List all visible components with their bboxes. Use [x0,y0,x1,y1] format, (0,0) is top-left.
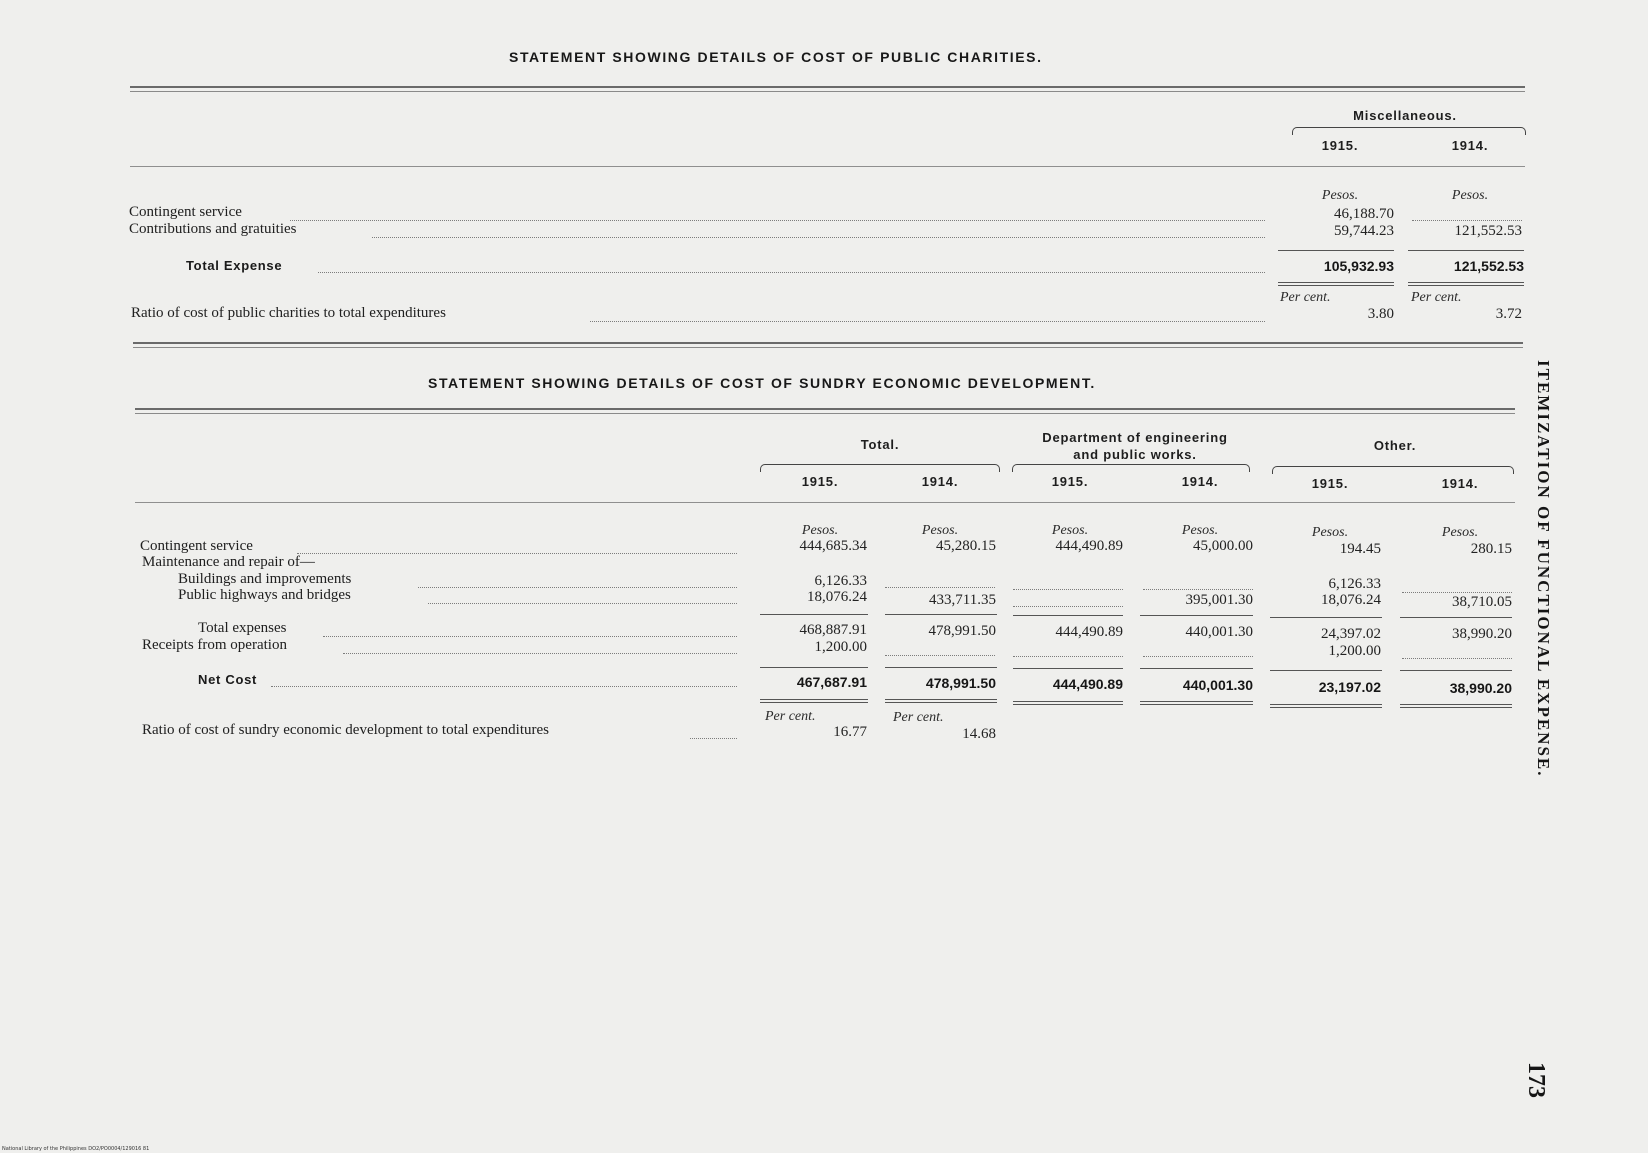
sundry-cell: 444,490.89 [1055,624,1123,640]
sundry-year-header: 1914. [1441,476,1479,491]
charities-ratio-unit-1914: Per cent. [1411,290,1462,305]
sundry-net-cost-label: Net Cost [198,672,258,687]
leader-dots [1013,589,1123,590]
charities-total-cell: 105,932.93 [1323,258,1394,274]
sum-rule [1140,668,1253,669]
sundry-row-label: Total expenses [198,620,287,636]
sundry-year-header: 1914. [921,474,959,489]
leader-dots [418,587,737,588]
charities-unit-1915: Pesos. [1321,188,1359,203]
sum-rule [1400,617,1512,618]
sundry-title: STATEMENT SHOWING DETAILS OF COST OF SUNDRY ECONOMIC DEVELOPMENT. [428,375,1096,391]
sundry-cell: 1,200.00 [814,639,867,655]
leader-dots [690,738,737,739]
sundry-top-rule [135,408,1515,414]
charities-unit-1914: Pesos. [1451,188,1489,203]
sundry-cell: 38,990.20 [1452,626,1512,642]
charities-ratio-unit-1915: Per cent. [1280,290,1331,305]
sundry-engineering-brace [1012,464,1250,472]
sundry-cell: 280.15 [1470,541,1512,557]
sundry-ratio-unit-1914: Per cent. [893,710,944,725]
leader-dots [271,686,737,687]
sum-rule [1140,615,1253,616]
sundry-cell: 6,126.33 [814,573,867,589]
sundry-cell: 18,076.24 [1321,592,1381,608]
sundry-cell: 24,397.02 [1321,626,1381,642]
sundry-cell: 433,711.35 [929,592,996,608]
leader-dots [1143,589,1253,590]
sundry-net-cell: 444,490.89 [1052,676,1123,692]
sundry-row-label: Maintenance and repair of— [142,554,315,570]
sundry-cell: 444,490.89 [1055,538,1123,554]
total-double-rule [1140,701,1253,705]
sundry-year-header: 1914. [1181,474,1219,489]
charities-ratio-label: Ratio of cost of public charities to total expenditures [131,305,446,321]
sundry-cell: 395,001.30 [1185,592,1253,608]
charities-row-label: Contributions and gratuities [129,221,297,237]
sundry-unit: Pesos. [1441,525,1479,540]
charities-year-1915: 1915. [1321,138,1359,153]
charities-cell: 46,188.70 [1334,206,1394,222]
sundry-ratio-cell: 14.68 [962,726,996,742]
sundry-other-brace [1272,466,1514,474]
leader-dots [1143,656,1253,657]
sundry-net-cell: 38,990.20 [1449,680,1512,696]
sundry-cell: 6,126.33 [1328,576,1381,592]
sundry-unit: Pesos. [1051,523,1089,538]
sum-rule [760,614,868,615]
charities-row-label: Contingent service [129,204,242,220]
total-double-rule [760,699,868,703]
leader-dots [428,603,737,604]
sundry-header-rule [135,502,1515,503]
charities-title: STATEMENT SHOWING DETAILS OF COST OF PUBLIC CHARITIES. [509,49,1043,65]
total-double-rule [1400,704,1512,708]
leader-dots [323,636,737,637]
sundry-net-cell: 23,197.02 [1318,679,1381,695]
sum-rule [760,667,868,668]
sundry-cell: 45,280.15 [936,538,996,554]
leader-dots [885,655,995,656]
charities-year-1914: 1914. [1451,138,1489,153]
sundry-unit: Pesos. [801,523,839,538]
sum-rule [885,614,997,615]
charities-total-cell: 121,552.53 [1453,258,1524,274]
scan-footer-note: National Library of the Philippines DO2/PO0004/129016 81 [2,1146,150,1152]
page-number: 173 [1523,1062,1549,1098]
charities-misc-header: Miscellaneous. [1353,108,1457,123]
charities-top-rule [130,86,1525,92]
sundry-cell: 478,991.50 [928,623,996,639]
leader-dots [1013,656,1123,657]
sundry-row-label: Contingent service [140,538,253,554]
sundry-unit: Pesos. [921,523,959,538]
total-double-rule [1408,282,1524,286]
sundry-total-header: Total. [860,437,900,452]
leader-dots [1013,606,1123,607]
running-side-title: ITEMIZATION OF FUNCTIONAL EXPENSE. [1534,360,1553,778]
sum-rule [1270,617,1382,618]
sum-rule [885,667,997,668]
sundry-total-brace [760,464,1000,472]
charities-total-label: Total Expense [186,258,283,273]
total-double-rule [1270,704,1382,708]
leader-dots [590,321,1265,322]
sundry-cell: 38,710.05 [1452,594,1512,610]
sundry-net-cell: 478,991.50 [925,675,996,691]
charities-header-rule [130,166,1525,167]
sum-rule [1408,250,1524,251]
sum-rule [1013,615,1123,616]
leader-dots [290,220,1265,221]
sundry-ratio-cell: 16.77 [833,724,867,740]
leader-dots [318,272,1265,273]
leader-dots [343,653,737,654]
sundry-row-label: Public highways and bridges [178,587,351,603]
sundry-cell: 444,685.34 [799,538,867,554]
charities-cell: 59,744.23 [1334,223,1394,239]
charities-cell: 121,552.53 [1454,223,1522,239]
charities-ratio-cell: 3.72 [1495,306,1522,322]
sundry-ratio-label: Ratio of cost of sundry economic development to total expenditures [142,722,549,738]
leader-dots [1402,658,1512,659]
sum-rule [1400,670,1512,671]
sundry-engineering-header-line2: and public works. [1073,447,1197,462]
charities-ratio-cell: 3.80 [1367,306,1394,322]
charities-bottom-rule [133,342,1523,348]
sundry-cell: 194.45 [1339,541,1381,557]
total-double-rule [1278,282,1394,286]
sundry-engineering-header-line1: Department of engineering [1042,430,1228,445]
leader-dots [1412,220,1522,221]
sundry-year-header: 1915. [1051,474,1089,489]
total-double-rule [885,699,997,703]
sundry-year-header: 1915. [801,474,839,489]
sundry-cell: 1,200.00 [1328,643,1381,659]
leader-dots [297,553,737,554]
sundry-row-label: Receipts from operation [142,637,287,653]
leader-dots [885,587,995,588]
sundry-cell: 18,076.24 [807,589,867,605]
sundry-net-cell: 467,687.91 [796,674,867,690]
sundry-net-cell: 440,001.30 [1182,677,1253,693]
sundry-unit: Pesos. [1311,525,1349,540]
sundry-cell: 468,887.91 [799,622,867,638]
sundry-other-header: Other. [1373,438,1417,453]
sum-rule [1013,668,1123,669]
sum-rule [1278,250,1394,251]
total-double-rule [1013,701,1123,705]
sundry-cell: 440,001.30 [1185,624,1253,640]
sundry-unit: Pesos. [1181,523,1219,538]
sundry-ratio-unit-1915: Per cent. [765,709,816,724]
leader-dots [372,237,1265,238]
sundry-row-label: Buildings and improvements [178,571,352,587]
sum-rule [1270,670,1382,671]
leader-dots [1402,592,1512,593]
sundry-cell: 45,000.00 [1193,538,1253,554]
sundry-year-header: 1915. [1311,476,1349,491]
charities-misc-brace [1292,127,1526,135]
